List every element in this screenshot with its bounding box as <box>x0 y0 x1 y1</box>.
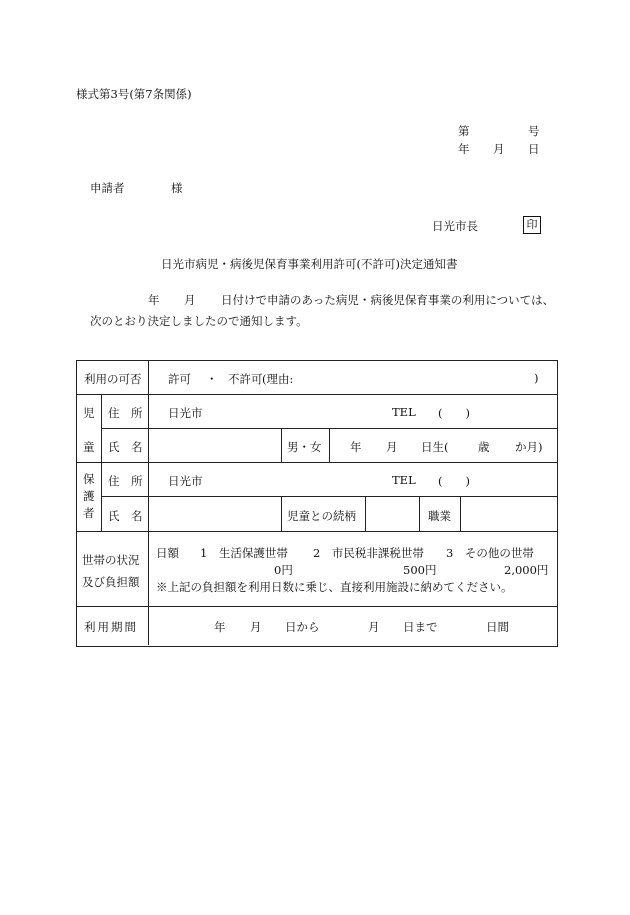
number-gou: 号 <box>528 124 540 138</box>
burden-category-3: 3 その他の世帯 <box>446 546 534 560</box>
approval-label: 利用の可否 <box>84 372 142 386</box>
burden-category-1: 1 生活保護世帯 <box>200 546 288 560</box>
period-end-month: 月 <box>368 620 380 634</box>
period-days: 日間 <box>486 620 509 634</box>
guardian-tel-paren: ( ) <box>438 474 470 488</box>
child-birth-day: 日生( <box>421 440 449 454</box>
period-start-year: 年 <box>214 620 226 634</box>
period-end-day: 日まで <box>403 620 438 634</box>
burden-amount-3: 2,000円 <box>504 563 549 577</box>
period-start-day: 日から <box>285 620 320 634</box>
applicant-label: 申請者 <box>90 181 125 195</box>
child-age-years: 歳 <box>478 440 490 454</box>
document-title: 日光市病児・病後児保育事業利用許可(不許可)決定通知書 <box>161 257 458 271</box>
guardian-address-label-2: 所 <box>131 474 143 488</box>
guardian-address-label-1: 住 <box>108 474 120 488</box>
guardian-group-label-2: 護 <box>83 489 95 503</box>
official-seal: 印 <box>523 216 541 234</box>
child-sex: 男・女 <box>287 440 322 454</box>
body-month: 月 <box>184 293 196 307</box>
guardian-job-label: 職業 <box>428 509 451 523</box>
child-age-months: か月) <box>515 440 543 454</box>
guardian-name-label-2: 名 <box>131 509 143 523</box>
burden-label-1: 世帯の状況 <box>82 553 140 567</box>
approval-dot: ・ <box>206 372 218 386</box>
approval-fukyoka: 不許可 <box>228 372 263 386</box>
approval-reason: (理由: <box>262 372 294 386</box>
child-birth-year: 年 <box>350 440 362 454</box>
burden-amount-2: 500円 <box>403 563 437 577</box>
guardian-relation-label: 児童との続柄 <box>287 509 356 523</box>
body-year: 年 <box>148 293 160 307</box>
period-start-month: 月 <box>250 620 262 634</box>
child-group-label-1: 児 <box>83 406 95 420</box>
guardian-group-label-1: 保 <box>83 472 95 486</box>
burden-daily-label: 日額 <box>156 546 179 560</box>
body-text: 日付けで申請のあった病児・病後児保育事業の利用については、 <box>221 293 555 307</box>
body-text-line2: 次のとおり決定しましたので通知します。 <box>90 314 308 328</box>
child-birth-month: 月 <box>386 440 398 454</box>
guardian-group-label-3: 者 <box>83 506 95 520</box>
number-dai: 第 <box>458 124 470 138</box>
date-day: 日 <box>528 142 540 156</box>
burden-label-2: 及び負担額 <box>82 575 140 589</box>
applicant-sama: 様 <box>171 181 183 195</box>
form-number: 様式第3号(第7条関係) <box>76 87 192 101</box>
approval-kyoka: 許可 <box>168 372 191 386</box>
decision-table <box>76 360 557 646</box>
burden-amount-1: 0円 <box>274 563 293 577</box>
burden-note: ※上記の負担額を利用日数に乗じ、直接利用施設に納めてください。 <box>156 580 513 594</box>
guardian-address-value: 日光市 <box>168 474 203 488</box>
child-group-label-2: 童 <box>83 440 95 454</box>
child-address-label-2: 所 <box>131 406 143 420</box>
child-tel-paren: ( ) <box>438 406 470 420</box>
date-year: 年 <box>458 142 470 156</box>
guardian-tel-label: TEL <box>392 473 416 487</box>
issuer: 日光市長 <box>432 219 478 233</box>
child-name-label-1: 氏 <box>108 440 120 454</box>
child-address-value: 日光市 <box>168 406 203 420</box>
date-month: 月 <box>493 142 505 156</box>
child-address-label-1: 住 <box>108 406 120 420</box>
guardian-name-label-1: 氏 <box>108 509 120 523</box>
period-label: 利用期間 <box>84 620 138 634</box>
child-tel-label: TEL <box>392 405 416 419</box>
approval-close: ) <box>534 371 539 385</box>
child-name-label-2: 名 <box>131 440 143 454</box>
burden-category-2: 2 市民税非課税世帯 <box>313 546 424 560</box>
